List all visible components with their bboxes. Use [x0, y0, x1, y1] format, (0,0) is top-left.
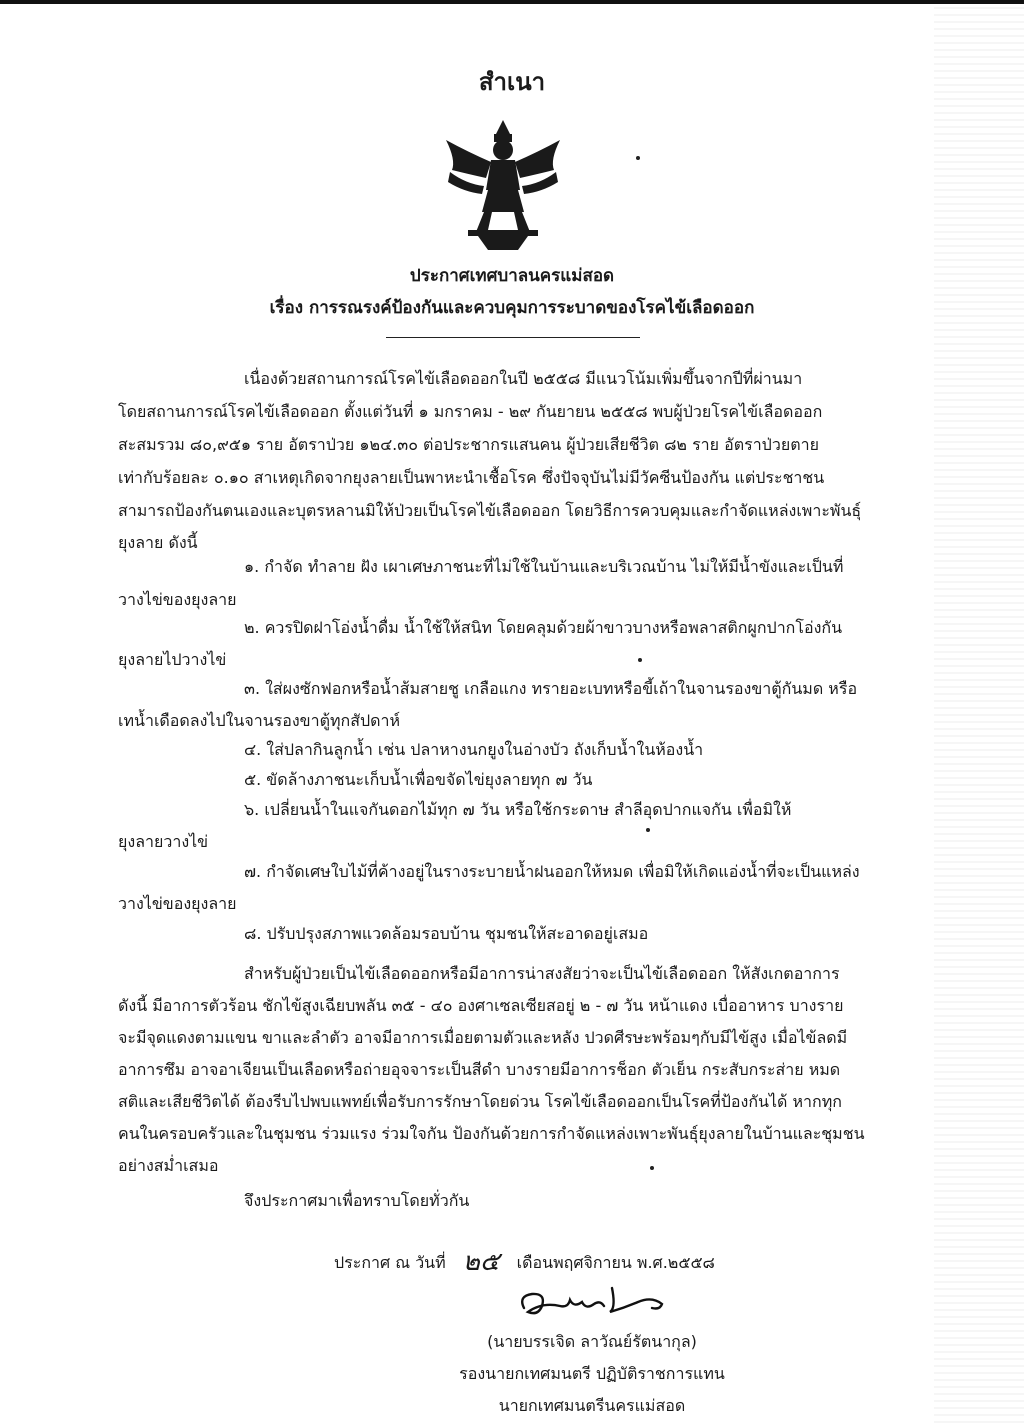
measure-continuation: ยุงลายไปวางไข่ [118, 650, 227, 669]
signatory-position: รองนายกเทศมนตรี ปฏิบัติราชการแทน [459, 1364, 725, 1383]
closing-line: จึงประกาศมาเพื่อทราบโดยทั่วกัน [244, 1191, 470, 1210]
body-line: สำหรับผู้ป่วยเป็นไข้เลือดออกหรือมีอาการน่าสงสัยว่าจะเป็นไข้เลือดออก ให้สังเกตอาการ [244, 964, 840, 983]
body-line: ยุงลาย ดังนี้ [118, 533, 198, 552]
scan-speck [638, 658, 642, 662]
body-line: อาการซึม อาจอาเจียนเป็นเลือดหรือถ่ายอุจจาระเป็นสีดำ บางรายมีอาการช็อก ตัวเย็น กระสับกระส่าย หมด [118, 1060, 841, 1079]
announcement-title: ประกาศเทศบาลนครแม่สอด [409, 266, 615, 286]
title-divider [386, 337, 640, 338]
measure-item: ๖. เปลี่ยนน้ำในแจกันดอกไม้ทุก ๗ วัน หรือใช้กระดาษ สำลีอุดปากแจกัน เพื่อมิให้ [244, 800, 792, 819]
measure-continuation: วางไข่ของยุงลาย [118, 590, 237, 609]
signatory-name: (นายบรรเจิด ลาวัณย์รัตนากุล) [487, 1332, 697, 1351]
measure-continuation: เทน้ำเดือดลงไปในจานรองขาตู้ทุกสัปดาห์ [118, 711, 401, 730]
date-prefix: ประกาศ ณ วันที่ [334, 1253, 446, 1272]
body-line: สะสมรวม ๘๐,๙๕๑ ราย อัตราป่วย ๑๒๔.๓๐ ต่อประชากรแสนคน ผู้ป่วยเสียชีวิต ๘๒ ราย อัตราป่วยตาย [118, 435, 819, 454]
measure-item: ๘. ปรับปรุงสภาพแวดล้อมรอบบ้าน ชุมชนให้สะอาดอยู่เสมอ [244, 924, 649, 943]
announcement-subject: เรื่อง การรณรงค์ป้องกันและควบคุมการระบาดของโรคไข้เลือดออก [269, 298, 755, 318]
measure-item: ๔. ใส่ปลากินลูกน้ำ เช่น ปลาหางนกยูงในอ่างบัว ถังเก็บน้ำในห้องน้ำ [244, 740, 704, 759]
measure-item: ๑. กำจัด ทำลาย ฝัง เผาเศษภาชนะที่ไม่ใช้ในบ้านและบริเวณบ้าน ไม่ให้มีน้ำขังและเป็นที่ [244, 557, 844, 576]
body-line: เท่ากับร้อยละ ๐.๑๐ สาเหตุเกิดจากยุงลายเป็นพาหะนำเชื้อโรค ซึ่งปัจจุบันไม่มีวัคซีนป้องกัน แต่ประชาชน [118, 468, 825, 487]
scan-speck [646, 828, 650, 832]
date-day-handwritten: ๒๕ [462, 1247, 500, 1277]
measure-continuation: วางไข่ของยุงลาย [118, 894, 237, 913]
scan-speck [650, 1166, 654, 1170]
body-line: สามารถป้องกันตนเองและบุตรหลานมิให้ป่วยเป็นโรคไข้เลือดออก โดยวิธีการควบคุมและกำจัดแหล่งเพาะพันธุ์ [118, 501, 862, 520]
body-line: โดยสถานการณ์โรคไข้เลือดออก ตั้งแต่วันที่ ๑ มกราคม - ๒๙ กันยายน ๒๕๕๘ พบผู้ป่วยโรคไข้เลือดออก [118, 402, 823, 421]
announcement-date [334, 1239, 715, 1280]
copy-label: สำเนา [478, 68, 546, 96]
scan-top-border [0, 0, 1024, 4]
body-line: คนในครอบครัวและในชุมชน ร่วมแรง ร่วมใจกัน ป้องกันด้วยการกำจัดแหล่งเพาะพันธุ์ยุงลายในบ้านและชุมชน [118, 1124, 865, 1143]
body-line: จะมีจุดแดงตามแขน ขาและลำตัว อาจมีอาการเมื่อยตามตัวและหลัง ปวดศีรษะพร้อมๆกับมีไข้สูง เมื่อไข้ลดมี [118, 1028, 848, 1047]
date-suffix: เดือนพฤศจิกายน พ.ศ.๒๕๕๘ [516, 1253, 715, 1272]
scan-speck [636, 156, 640, 160]
measure-item: ๓. ใส่ผงซักฟอกหรือน้ำส้มสายชู เกลือแกง ทรายอะเบทหรือขี้เถ้าในจานรองขาตู้กันมด หรือ [244, 679, 858, 698]
signatory-position-2: นายกเทศมนตรีนครแม่สอด [498, 1396, 686, 1415]
measure-item: ๒. ควรปิดฝาโอ่งน้ำดื่ม น้ำใช้ให้สนิท โดยคลุมด้วยผ้าขาวบางหรือพลาสติกผูกปากโอ่งกัน [244, 618, 842, 637]
measure-item: ๕. ขัดล้างภาชนะเก็บน้ำเพื่อขจัดไข่ยุงลายทุก ๗ วัน [244, 770, 593, 789]
body-line: ดังนี้ มีอาการตัวร้อน ชักไข้สูงเฉียบพลัน ๓๕ - ๔๐ องศาเซลเซียสอยู่ ๒ - ๗ วัน หน้าแดง เบื่ออาหาร บางราย [118, 996, 844, 1015]
handwritten-signature [512, 1278, 682, 1328]
measure-continuation: ยุงลายวางไข่ [118, 832, 209, 851]
garuda-emblem-icon [438, 112, 568, 252]
scan-edge-noise [934, 0, 1024, 1426]
body-line: เนื่องด้วยสถานการณ์โรคไข้เลือดออกในปี ๒๕๕๘ มีแนวโน้มเพิ่มขึ้นจากปีที่ผ่านมา [244, 369, 803, 388]
measure-item: ๗. กำจัดเศษใบไม้ที่ค้างอยู่ในรางระบายน้ำฝนออกให้หมด เพื่อมิให้เกิดแอ่งน้ำที่จะเป็นแหล่ง [244, 862, 860, 881]
body-line: อย่างสม่ำเสมอ [118, 1156, 219, 1175]
body-line: สติและเสียชีวิตได้ ต้องรีบไปพบแพทย์เพื่อรับการรักษาโดยด่วน โรคไข้เลือดออกเป็นโรคที่ป้องกันได้ หากทุก [118, 1092, 842, 1111]
